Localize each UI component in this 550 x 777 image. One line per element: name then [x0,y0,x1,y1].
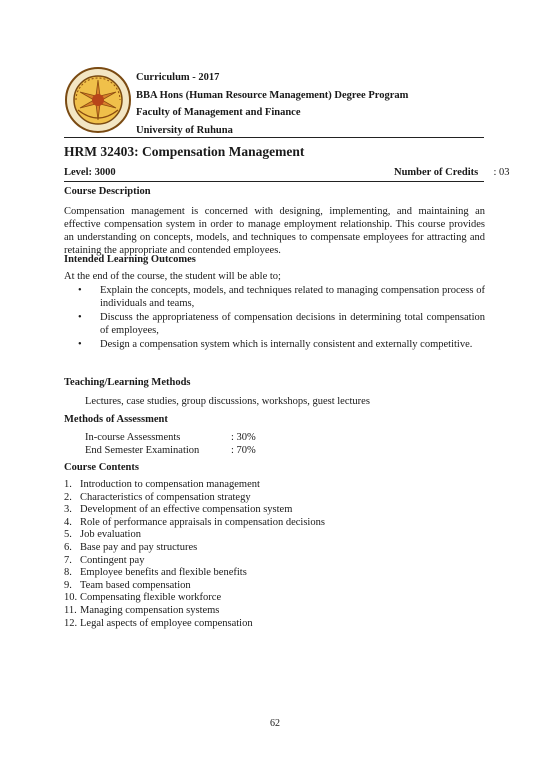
item-number: 6. [64,541,72,553]
course-level: Level: 3000 [64,167,116,178]
item-text: Role of performance appraisals in compensation decisions [80,516,325,528]
header-divider [64,137,484,138]
teaching-methods-heading: Teaching/Learning Methods [64,377,191,388]
header-curriculum: Curriculum - 2017 [136,72,220,83]
course-meta [64,167,510,178]
list-item [64,311,485,337]
header-degree-program: BBA Hons (Human Resource Management) Degree Program [136,89,409,101]
header-university: University of Ruhuna [136,124,233,136]
list-item [64,542,325,555]
learning-outcomes [64,270,485,352]
bullet-icon: • [78,285,82,296]
list-item [64,517,325,530]
item-text: Contingent pay [80,554,145,566]
outcome-text: Explain the concepts, models, and techniques related to managing compensation process of individuals and teams, [100,285,485,309]
assessment-row [85,445,256,456]
item-number: 8. [64,567,72,579]
university-seal-icon [64,66,132,134]
assessment-value: : 30% [231,432,256,443]
document-header [64,66,484,136]
item-number: 2. [64,491,72,503]
outcome-text: Discuss the appropriateness of compensation decisions in determining total compensation of employees, [100,312,485,336]
course-credits [394,167,510,178]
page-number: 62 [270,718,280,729]
list-item [64,605,325,618]
item-number: 10. [64,592,78,604]
teaching-methods-text: Lectures, case studies, group discussions, workshops, guest lectures [85,396,370,407]
course-contents-list [64,479,325,630]
assessment-row [85,432,256,443]
item-text: Characteristics of compensation strategy [80,491,251,503]
assessment-heading: Methods of Assessment [64,414,168,425]
course-description-heading: Course Description [64,186,151,197]
item-number: 4. [64,516,72,528]
item-text: Employee benefits and flexible benefits [80,567,247,579]
item-number: 7. [64,554,72,566]
list-item [64,479,325,492]
list-item [64,567,325,580]
list-item [64,592,325,605]
bullet-icon: • [78,312,82,323]
item-number: 1. [64,479,72,490]
item-number: 9. [64,579,72,591]
item-text: Team based compensation [80,579,191,591]
outcome-text: Design a compensation system which is internally consistent and externally competitive. [100,339,473,350]
credits-label: Number of Credits [394,167,479,178]
header-faculty: Faculty of Management and Finance [136,107,301,118]
assessment-value: : 70% [231,445,256,456]
list-item [64,504,325,517]
meta-divider [64,181,484,182]
list-item [64,529,325,542]
item-number: 11. [64,604,77,616]
credits-value: : 03 [493,167,510,178]
item-number: 12. [64,617,78,629]
learning-outcomes-intro: At the end of the course, the student will be able to; [64,271,281,282]
item-text: Development of an effective compensation system [80,504,293,516]
list-item [64,555,325,568]
item-number: 3. [64,504,72,516]
list-item [64,338,485,351]
course-description-text: Compensation management is concerned with designing, implementing, and maintaining an effective compensation system in order to manage employment relationship. This course provides an understanding on concepts, models, and techniques to compensate employees for attracting and retaining the appropriate and contended employees. [64,206,485,256]
item-text: Introduction to compensation management [80,479,260,490]
list-item [64,492,325,505]
list-item [64,580,325,593]
item-text: Job evaluation [80,529,141,541]
item-text: Compensating flexible workforce [80,592,222,604]
assessment-label: In-course Assessments [85,432,181,443]
learning-outcomes-list [64,284,485,351]
item-number: 5. [64,529,72,541]
item-text: Managing compensation systems [80,604,220,616]
course-title: HRM 32403: Compensation Management [64,144,305,159]
list-item [64,618,325,631]
assessment-label: End Semester Examination [85,445,200,456]
item-text: Base pay and pay structures [80,541,198,553]
item-text: Legal aspects of employee compensation [80,617,253,629]
learning-outcomes-heading: Intended Learning Outcomes [64,254,196,265]
bullet-icon: • [78,339,82,350]
list-item [64,284,485,310]
course-contents-heading: Course Contents [64,462,139,473]
